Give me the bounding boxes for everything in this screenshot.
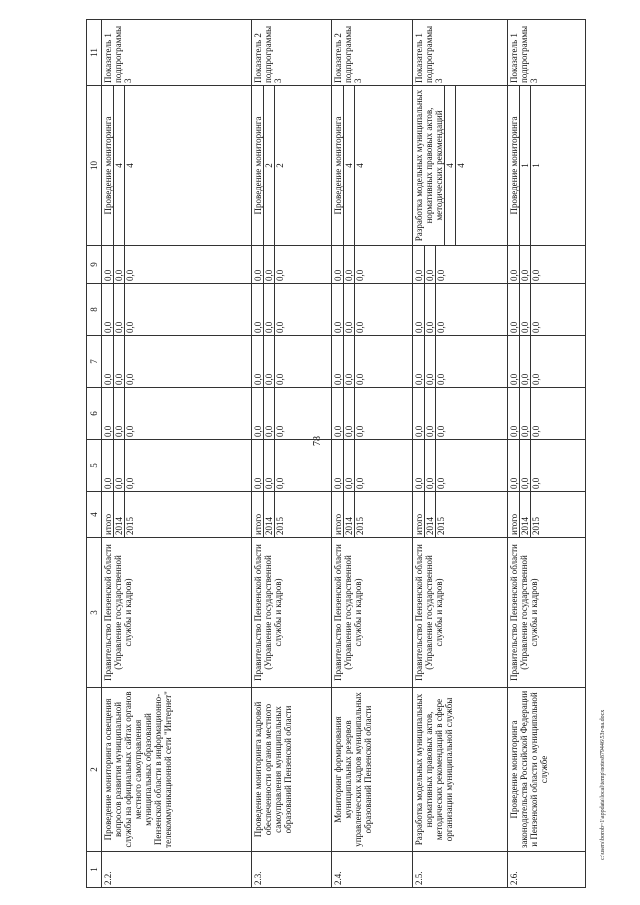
funding-total-value: 0,0 bbox=[530, 440, 541, 491]
funding-total-value: 0,0 bbox=[354, 440, 365, 491]
funding-other bbox=[332, 246, 412, 284]
funding-total-value: 0,0 bbox=[124, 440, 135, 491]
funding-total-value: 0,0 bbox=[508, 477, 519, 489]
table-row bbox=[252, 20, 332, 888]
funding-other-value: 0,0 bbox=[413, 269, 424, 281]
funding-other-value: 0,0 bbox=[263, 246, 274, 283]
funding-regional-value: 0,0 bbox=[124, 336, 135, 387]
funding-federal-value: 0,0 bbox=[424, 388, 435, 439]
indicator-cell-value: Проведение мониторинга bbox=[333, 116, 344, 215]
funding-total bbox=[412, 440, 507, 492]
activity-name: Проведение мониторинга освещения вопросов развития муниципальной службы на официальных сайтах органов местного самоуправления муниципальных образований Пензенской области в информационно-телекоммуникационной сети "Интернет" bbox=[102, 688, 252, 852]
year-cell-value: итого bbox=[413, 513, 424, 535]
funding-regional-value: 0,0 bbox=[530, 336, 541, 387]
activity-name: Проведение мониторинга законодательства Российской Федерации и Пензенской области о муниципальной службе bbox=[507, 688, 585, 852]
funding-regional-value: 0,0 bbox=[354, 336, 365, 387]
indicator-cell-value: Проведение мониторинга bbox=[253, 116, 264, 215]
year-cell-value: 2014 bbox=[343, 492, 354, 537]
funding-federal-value: 0,0 bbox=[508, 425, 519, 437]
funding-regional bbox=[102, 336, 252, 388]
year-cell-value: 2014 bbox=[519, 492, 530, 537]
funding-regional-value: 0,0 bbox=[113, 336, 124, 387]
program-table-sheet bbox=[86, 20, 586, 888]
year-cell-value: итого bbox=[333, 513, 344, 535]
indicator-cell bbox=[412, 86, 507, 246]
funding-local-value: 0,0 bbox=[508, 321, 519, 333]
funding-federal-value: 0,0 bbox=[435, 388, 446, 439]
funding-federal bbox=[332, 388, 412, 440]
funding-local bbox=[507, 284, 585, 336]
funding-federal-value: 0,0 bbox=[263, 388, 274, 439]
executor: Правительство Пензенской области (Управление государственной службы и кадров) bbox=[412, 538, 507, 688]
funding-regional-value: 0,0 bbox=[343, 336, 354, 387]
indicator-cell-value: Проведение мониторинга bbox=[508, 116, 519, 215]
funding-federal-value: 0,0 bbox=[354, 388, 365, 439]
row-number: 2.4. bbox=[332, 852, 412, 888]
funding-local-value: 0,0 bbox=[103, 321, 113, 333]
indicator-cell-value: 4 bbox=[113, 86, 124, 245]
funding-federal bbox=[252, 388, 332, 440]
funding-regional-value: 0,0 bbox=[274, 336, 285, 387]
year-cell bbox=[332, 492, 412, 538]
funding-other-value: 0,0 bbox=[435, 246, 446, 283]
funding-federal bbox=[102, 388, 252, 440]
indicator-cell bbox=[332, 86, 412, 246]
year-cell bbox=[412, 492, 507, 538]
indicator-cell-value: Проведение мониторинга bbox=[103, 116, 113, 215]
funding-local bbox=[412, 284, 507, 336]
funding-other-value: 0,0 bbox=[113, 246, 124, 283]
funding-total-value: 0,0 bbox=[253, 477, 264, 489]
funding-regional-value: 0,0 bbox=[103, 373, 113, 385]
year-cell-value: 2015 bbox=[435, 492, 446, 537]
table-row bbox=[332, 20, 412, 888]
funding-federal bbox=[412, 388, 507, 440]
funding-other-value: 0,0 bbox=[354, 246, 365, 283]
year-cell-value: итого bbox=[103, 513, 113, 535]
executor: Правительство Пензенской области (Управление государственной службы и кадров) bbox=[332, 538, 412, 688]
activity-name: Проведение мониторинга кадровой обеспеченности органов местного самоуправления муниципальных образований Пензенской области bbox=[252, 688, 332, 852]
funding-regional-value: 0,0 bbox=[508, 373, 519, 385]
year-cell-value: 2015 bbox=[124, 492, 135, 537]
header-row bbox=[87, 20, 102, 888]
column-header-1: 1 bbox=[87, 852, 102, 888]
funding-total-value: 0,0 bbox=[519, 440, 530, 491]
funding-total-value: 0,0 bbox=[103, 477, 113, 489]
row-number: 2.6. bbox=[507, 852, 585, 888]
funding-federal-value: 0,0 bbox=[274, 388, 285, 439]
column-header-2: 2 bbox=[87, 688, 102, 852]
funding-regional bbox=[507, 336, 585, 388]
funding-local-value: 0,0 bbox=[354, 284, 365, 335]
indicator-reference: Показатель 2 подпрограммы 3 bbox=[252, 20, 332, 86]
funding-local-value: 0,0 bbox=[343, 284, 354, 335]
year-cell-value: 2014 bbox=[424, 492, 435, 537]
funding-federal-value: 0,0 bbox=[519, 388, 530, 439]
funding-total-value: 0,0 bbox=[435, 440, 446, 491]
indicator-cell-value: Разработка модельных муниципальных нормативных правовых актов, методических рекомендаций bbox=[413, 89, 444, 242]
table-row bbox=[102, 20, 252, 888]
funding-total-value: 0,0 bbox=[343, 440, 354, 491]
column-header-5: 5 bbox=[87, 440, 102, 492]
funding-other-value: 0,0 bbox=[519, 246, 530, 283]
funding-other-value: 0,0 bbox=[508, 269, 519, 281]
indicator-cell-value: 2 bbox=[274, 86, 285, 245]
funding-local bbox=[252, 284, 332, 336]
funding-regional-value: 0,0 bbox=[519, 336, 530, 387]
funding-total bbox=[507, 440, 585, 492]
funding-regional-value: 0,0 bbox=[413, 373, 424, 385]
funding-total bbox=[102, 440, 252, 492]
indicator-cell-value: 1 bbox=[530, 86, 541, 245]
column-header-10: 10 bbox=[87, 86, 102, 246]
executor: Правительство Пензенской области (Управление государственной службы и кадров) bbox=[507, 538, 585, 688]
activity-name: Мониторинг формирования муниципальных резервов управленческих кадров муниципальных образований Пензенской области bbox=[332, 688, 412, 852]
funding-local-value: 0,0 bbox=[424, 284, 435, 335]
funding-local bbox=[102, 284, 252, 336]
indicator-reference: Показатель 1 подпрограммы 3 bbox=[102, 20, 252, 86]
column-header-9: 9 bbox=[87, 246, 102, 284]
funding-other-value: 0,0 bbox=[530, 246, 541, 283]
row-number: 2.3. bbox=[252, 852, 332, 888]
funding-local-value: 0,0 bbox=[519, 284, 530, 335]
row-number: 2.2. bbox=[102, 852, 252, 888]
funding-other bbox=[412, 246, 507, 284]
year-cell-value: 2015 bbox=[530, 492, 541, 537]
indicator-reference: Показатель 1 подпрограммы 3 bbox=[412, 20, 507, 86]
funding-other-value: 0,0 bbox=[103, 269, 113, 281]
activity-name: Разработка модельных муниципальных нормативных правовых актов, методических рекомендаций в сфере организации муниципальной службы bbox=[412, 688, 507, 852]
funding-other-value: 0,0 bbox=[124, 246, 135, 283]
funding-total-value: 0,0 bbox=[113, 440, 124, 491]
funding-other-value: 0,0 bbox=[424, 246, 435, 283]
year-cell bbox=[252, 492, 332, 538]
column-header-8: 8 bbox=[87, 284, 102, 336]
year-cell-value: итого bbox=[508, 513, 519, 535]
column-header-3: 3 bbox=[87, 538, 102, 688]
funding-regional-value: 0,0 bbox=[263, 336, 274, 387]
funding-other bbox=[507, 246, 585, 284]
funding-regional-value: 0,0 bbox=[435, 336, 446, 387]
funding-other-value: 0,0 bbox=[253, 269, 264, 281]
funding-regional-value: 0,0 bbox=[333, 373, 344, 385]
column-header-4: 4 bbox=[87, 492, 102, 538]
funding-other-value: 0,0 bbox=[274, 246, 285, 283]
indicator-cell-value: 4 bbox=[354, 86, 365, 245]
funding-total-value: 0,0 bbox=[413, 477, 424, 489]
file-path-footer: c:\users\borob~1\appdata\local\temp\notes879446\53r-na.docx bbox=[600, 709, 606, 860]
program-table bbox=[86, 19, 586, 888]
column-header-11: 11 bbox=[87, 20, 102, 86]
funding-federal-value: 0,0 bbox=[124, 388, 135, 439]
funding-local-value: 0,0 bbox=[253, 321, 264, 333]
funding-total-value: 0,0 bbox=[424, 440, 435, 491]
year-cell bbox=[507, 492, 585, 538]
funding-regional bbox=[252, 336, 332, 388]
funding-local-value: 0,0 bbox=[435, 284, 446, 335]
page-number: 78 bbox=[312, 436, 323, 446]
funding-federal-value: 0,0 bbox=[113, 388, 124, 439]
indicator-cell-value: 2 bbox=[263, 86, 274, 245]
funding-local bbox=[332, 284, 412, 336]
table-row bbox=[507, 20, 585, 888]
funding-total bbox=[332, 440, 412, 492]
executor: Правительство Пензенской области (Управление государственной службы и кадров) bbox=[102, 538, 252, 688]
indicator-cell-value: 4 bbox=[455, 86, 466, 245]
indicator-cell bbox=[252, 86, 332, 246]
indicator-cell bbox=[507, 86, 585, 246]
funding-local-value: 0,0 bbox=[124, 284, 135, 335]
indicator-cell-value: 4 bbox=[444, 86, 455, 245]
indicator-reference: Показатель 2 подпрограммы 3 bbox=[332, 20, 412, 86]
funding-local-value: 0,0 bbox=[333, 321, 344, 333]
column-header-7: 7 bbox=[87, 336, 102, 388]
column-header-6: 6 bbox=[87, 388, 102, 440]
indicator-cell-value: 4 bbox=[124, 86, 135, 245]
table-row bbox=[412, 20, 507, 888]
indicator-cell-value: 1 bbox=[519, 86, 530, 245]
funding-federal-value: 0,0 bbox=[103, 425, 113, 437]
funding-federal-value: 0,0 bbox=[253, 425, 264, 437]
funding-federal-value: 0,0 bbox=[343, 388, 354, 439]
row-number: 2.5. bbox=[412, 852, 507, 888]
funding-total bbox=[252, 440, 332, 492]
funding-regional-value: 0,0 bbox=[253, 373, 264, 385]
funding-total-value: 0,0 bbox=[263, 440, 274, 491]
funding-federal-value: 0,0 bbox=[530, 388, 541, 439]
indicator-cell-value: 4 bbox=[343, 86, 354, 245]
funding-other bbox=[252, 246, 332, 284]
funding-local-value: 0,0 bbox=[263, 284, 274, 335]
funding-regional bbox=[412, 336, 507, 388]
executor: Правительство Пензенской области (Управление государственной службы и кадров) bbox=[252, 538, 332, 688]
year-cell-value: 2015 bbox=[354, 492, 365, 537]
funding-other-value: 0,0 bbox=[343, 246, 354, 283]
funding-other-value: 0,0 bbox=[333, 269, 344, 281]
funding-local-value: 0,0 bbox=[530, 284, 541, 335]
year-cell-value: итого bbox=[253, 513, 264, 535]
funding-local-value: 0,0 bbox=[113, 284, 124, 335]
funding-regional bbox=[332, 336, 412, 388]
funding-total-value: 0,0 bbox=[274, 440, 285, 491]
funding-federal-value: 0,0 bbox=[333, 425, 344, 437]
funding-other bbox=[102, 246, 252, 284]
funding-federal-value: 0,0 bbox=[413, 425, 424, 437]
funding-total-value: 0,0 bbox=[333, 477, 344, 489]
funding-federal bbox=[507, 388, 585, 440]
year-cell bbox=[102, 492, 252, 538]
funding-local-value: 0,0 bbox=[413, 321, 424, 333]
indicator-cell bbox=[102, 86, 252, 246]
year-cell-value: 2014 bbox=[113, 492, 124, 537]
indicator-reference: Показатель 1 подпрограммы 3 bbox=[507, 20, 585, 86]
funding-regional-value: 0,0 bbox=[424, 336, 435, 387]
year-cell-value: 2015 bbox=[274, 492, 285, 537]
funding-local-value: 0,0 bbox=[274, 284, 285, 335]
year-cell-value: 2014 bbox=[263, 492, 274, 537]
